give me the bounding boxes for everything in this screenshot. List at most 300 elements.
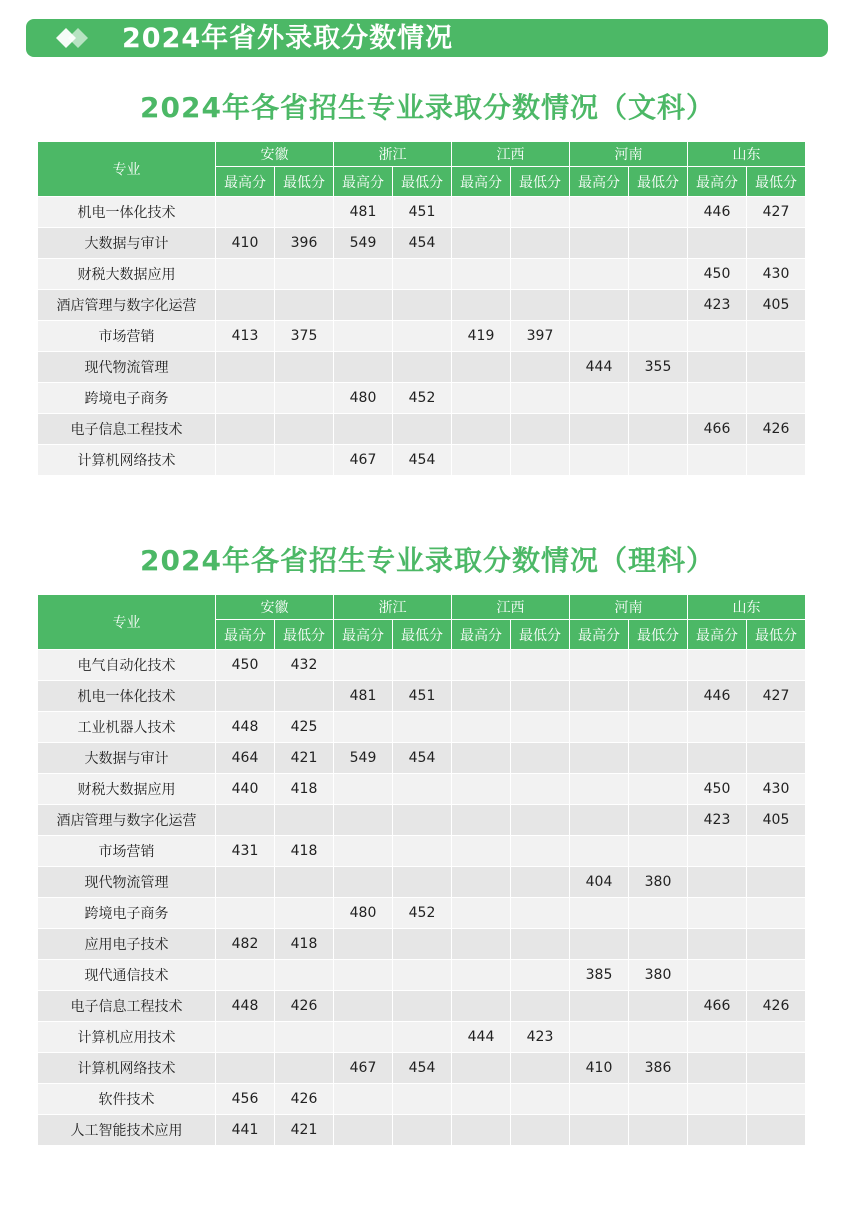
province-header-shandong: 山东 bbox=[688, 595, 806, 620]
max-score-cell bbox=[570, 991, 629, 1022]
province-header-anhui: 安徽 bbox=[216, 595, 334, 620]
min-score-cell bbox=[511, 712, 570, 743]
max-score-cell: 481 bbox=[334, 197, 393, 228]
province-header-jiangxi: 江西 bbox=[452, 595, 570, 620]
min-score-cell bbox=[629, 805, 688, 836]
table-row bbox=[38, 352, 806, 383]
min-score-cell bbox=[393, 259, 452, 290]
min-score-cell bbox=[393, 712, 452, 743]
major-cell: 机电一体化技术 bbox=[38, 197, 216, 228]
min-score-cell bbox=[275, 352, 334, 383]
major-cell: 跨境电子商务 bbox=[38, 383, 216, 414]
min-score-cell bbox=[393, 774, 452, 805]
min-score-cell bbox=[275, 960, 334, 991]
max-score-cell bbox=[570, 712, 629, 743]
max-score-cell bbox=[452, 898, 511, 929]
max-score-cell: 423 bbox=[688, 805, 747, 836]
max-score-cell bbox=[688, 836, 747, 867]
max-score-cell bbox=[334, 991, 393, 1022]
min-score-cell: 432 bbox=[275, 650, 334, 681]
major-cell: 现代通信技术 bbox=[38, 960, 216, 991]
major-cell: 大数据与审计 bbox=[38, 228, 216, 259]
min-score-cell bbox=[511, 1084, 570, 1115]
max-score-cell bbox=[570, 929, 629, 960]
min-score-cell bbox=[275, 805, 334, 836]
max-score-cell bbox=[334, 805, 393, 836]
min-score-cell: 380 bbox=[629, 960, 688, 991]
wenke-section-title: 2024年各省招生专业录取分数情况（文科） bbox=[140, 91, 715, 124]
min-score-cell bbox=[511, 743, 570, 774]
min-score-cell: 426 bbox=[747, 414, 806, 445]
max-score-cell bbox=[570, 743, 629, 774]
table-row bbox=[38, 445, 806, 476]
max-score-cell bbox=[688, 650, 747, 681]
major-cell: 电气自动化技术 bbox=[38, 650, 216, 681]
min-score-cell bbox=[393, 1022, 452, 1053]
max-score-cell bbox=[570, 321, 629, 352]
min-score-header: 最低分 bbox=[275, 620, 334, 650]
min-score-cell bbox=[511, 383, 570, 414]
major-cell: 应用电子技术 bbox=[38, 929, 216, 960]
table-row bbox=[38, 712, 806, 743]
max-score-cell bbox=[452, 743, 511, 774]
max-score-cell bbox=[570, 290, 629, 321]
major-cell: 市场营销 bbox=[38, 836, 216, 867]
major-cell: 计算机网络技术 bbox=[38, 445, 216, 476]
max-score-cell bbox=[570, 774, 629, 805]
major-cell: 电子信息工程技术 bbox=[38, 414, 216, 445]
min-score-cell: 454 bbox=[393, 743, 452, 774]
table-row bbox=[38, 383, 806, 414]
max-score-cell bbox=[570, 259, 629, 290]
min-score-cell bbox=[393, 991, 452, 1022]
max-score-cell bbox=[452, 836, 511, 867]
min-score-cell: 430 bbox=[747, 259, 806, 290]
table-row bbox=[38, 867, 806, 898]
max-score-cell bbox=[334, 867, 393, 898]
min-score-cell bbox=[747, 228, 806, 259]
min-score-header: 最低分 bbox=[629, 167, 688, 197]
max-score-cell bbox=[334, 352, 393, 383]
max-score-cell: 466 bbox=[688, 414, 747, 445]
max-score-cell: 450 bbox=[216, 650, 275, 681]
min-score-cell bbox=[275, 681, 334, 712]
min-score-cell: 421 bbox=[275, 743, 334, 774]
province-header-shandong: 山东 bbox=[688, 142, 806, 167]
min-score-cell bbox=[747, 445, 806, 476]
max-score-cell: 450 bbox=[688, 774, 747, 805]
max-score-cell bbox=[452, 650, 511, 681]
min-score-header: 最低分 bbox=[747, 620, 806, 650]
max-score-cell bbox=[334, 321, 393, 352]
min-score-cell bbox=[629, 1115, 688, 1146]
max-score-header: 最高分 bbox=[334, 620, 393, 650]
max-score-header: 最高分 bbox=[570, 620, 629, 650]
major-header: 专业 bbox=[38, 595, 216, 650]
max-score-cell bbox=[334, 414, 393, 445]
table-row bbox=[38, 290, 806, 321]
table-row bbox=[38, 960, 806, 991]
max-score-header: 最高分 bbox=[216, 620, 275, 650]
max-score-cell bbox=[570, 805, 629, 836]
min-score-cell: 451 bbox=[393, 197, 452, 228]
min-score-cell: 426 bbox=[275, 1084, 334, 1115]
max-score-cell bbox=[216, 1053, 275, 1084]
min-score-cell bbox=[747, 836, 806, 867]
max-score-cell bbox=[334, 960, 393, 991]
min-score-cell: 452 bbox=[393, 383, 452, 414]
max-score-cell bbox=[334, 1115, 393, 1146]
max-score-cell bbox=[452, 445, 511, 476]
min-score-cell bbox=[629, 197, 688, 228]
min-score-cell: 380 bbox=[629, 867, 688, 898]
max-score-cell bbox=[216, 414, 275, 445]
table-row bbox=[38, 414, 806, 445]
min-score-cell bbox=[629, 929, 688, 960]
min-score-cell bbox=[511, 290, 570, 321]
min-score-cell bbox=[629, 414, 688, 445]
min-score-cell bbox=[393, 414, 452, 445]
min-score-cell bbox=[629, 1022, 688, 1053]
max-score-cell bbox=[688, 867, 747, 898]
max-score-cell bbox=[452, 290, 511, 321]
max-score-cell bbox=[452, 867, 511, 898]
max-score-cell bbox=[688, 1084, 747, 1115]
max-score-cell: 480 bbox=[334, 383, 393, 414]
max-score-cell: 448 bbox=[216, 991, 275, 1022]
max-score-cell bbox=[688, 228, 747, 259]
min-score-cell: 418 bbox=[275, 929, 334, 960]
min-score-cell bbox=[511, 929, 570, 960]
min-score-cell: 425 bbox=[275, 712, 334, 743]
min-score-cell bbox=[747, 1084, 806, 1115]
min-score-cell bbox=[511, 414, 570, 445]
max-score-header: 最高分 bbox=[452, 620, 511, 650]
min-score-cell bbox=[629, 383, 688, 414]
max-score-cell: 419 bbox=[452, 321, 511, 352]
province-header-henan: 河南 bbox=[570, 142, 688, 167]
min-score-cell bbox=[511, 805, 570, 836]
max-score-cell bbox=[452, 681, 511, 712]
min-score-cell bbox=[747, 867, 806, 898]
major-cell: 财税大数据应用 bbox=[38, 774, 216, 805]
max-score-cell bbox=[570, 650, 629, 681]
min-score-cell bbox=[629, 743, 688, 774]
max-score-cell bbox=[570, 445, 629, 476]
max-score-header: 最高分 bbox=[334, 167, 393, 197]
min-score-cell bbox=[747, 1022, 806, 1053]
min-score-cell: 405 bbox=[747, 290, 806, 321]
max-score-cell: 481 bbox=[334, 681, 393, 712]
max-score-cell: 431 bbox=[216, 836, 275, 867]
max-score-cell bbox=[452, 960, 511, 991]
min-score-cell bbox=[629, 321, 688, 352]
min-score-cell: 426 bbox=[275, 991, 334, 1022]
max-score-cell: 410 bbox=[216, 228, 275, 259]
max-score-cell bbox=[570, 383, 629, 414]
province-header-jiangxi: 江西 bbox=[452, 142, 570, 167]
min-score-cell bbox=[629, 1084, 688, 1115]
max-score-cell bbox=[452, 383, 511, 414]
min-score-cell bbox=[629, 290, 688, 321]
max-score-cell: 423 bbox=[688, 290, 747, 321]
max-score-cell bbox=[688, 712, 747, 743]
max-score-header: 最高分 bbox=[452, 167, 511, 197]
max-score-header: 最高分 bbox=[570, 167, 629, 197]
max-score-cell: 467 bbox=[334, 1053, 393, 1084]
province-header-zhejiang: 浙江 bbox=[334, 595, 452, 620]
min-score-cell bbox=[747, 929, 806, 960]
table-row bbox=[38, 898, 806, 929]
max-score-cell bbox=[216, 1022, 275, 1053]
max-score-cell bbox=[334, 1084, 393, 1115]
min-score-cell: 454 bbox=[393, 445, 452, 476]
max-score-cell: 450 bbox=[688, 259, 747, 290]
max-score-cell bbox=[452, 1115, 511, 1146]
table-row bbox=[38, 991, 806, 1022]
max-score-cell: 444 bbox=[452, 1022, 511, 1053]
max-score-cell: 440 bbox=[216, 774, 275, 805]
min-score-cell bbox=[511, 259, 570, 290]
max-score-cell bbox=[688, 1115, 747, 1146]
max-score-cell: 549 bbox=[334, 228, 393, 259]
table-row bbox=[38, 805, 806, 836]
table-row bbox=[38, 1022, 806, 1053]
province-header-anhui: 安徽 bbox=[216, 142, 334, 167]
min-score-cell bbox=[747, 743, 806, 774]
max-score-cell bbox=[216, 867, 275, 898]
min-score-header: 最低分 bbox=[275, 167, 334, 197]
max-score-cell bbox=[688, 1022, 747, 1053]
min-score-cell bbox=[511, 228, 570, 259]
min-score-cell bbox=[275, 445, 334, 476]
max-score-cell bbox=[216, 383, 275, 414]
major-cell: 跨境电子商务 bbox=[38, 898, 216, 929]
min-score-cell: 454 bbox=[393, 1053, 452, 1084]
min-score-cell bbox=[511, 867, 570, 898]
min-score-cell bbox=[393, 805, 452, 836]
max-score-cell bbox=[452, 352, 511, 383]
min-score-cell: 427 bbox=[747, 681, 806, 712]
table-row bbox=[38, 259, 806, 290]
min-score-cell bbox=[393, 836, 452, 867]
like-section-title: 2024年各省招生专业录取分数情况（理科） bbox=[140, 544, 715, 577]
max-score-cell: 448 bbox=[216, 712, 275, 743]
major-header: 专业 bbox=[38, 142, 216, 197]
double-diamond-icon bbox=[56, 26, 96, 50]
table-row bbox=[38, 1115, 806, 1146]
min-score-cell: 397 bbox=[511, 321, 570, 352]
min-score-cell bbox=[275, 1053, 334, 1084]
min-score-cell bbox=[393, 1115, 452, 1146]
max-score-header: 最高分 bbox=[216, 167, 275, 197]
min-score-cell bbox=[511, 960, 570, 991]
max-score-cell: 410 bbox=[570, 1053, 629, 1084]
table-row bbox=[38, 228, 806, 259]
max-score-cell bbox=[688, 898, 747, 929]
major-cell: 市场营销 bbox=[38, 321, 216, 352]
major-cell: 电子信息工程技术 bbox=[38, 991, 216, 1022]
max-score-cell bbox=[334, 712, 393, 743]
max-score-cell bbox=[216, 898, 275, 929]
min-score-cell bbox=[275, 197, 334, 228]
max-score-cell: 549 bbox=[334, 743, 393, 774]
max-score-cell bbox=[216, 805, 275, 836]
major-cell: 财税大数据应用 bbox=[38, 259, 216, 290]
table-row bbox=[38, 836, 806, 867]
max-score-cell bbox=[688, 1053, 747, 1084]
table-row bbox=[38, 1053, 806, 1084]
min-score-cell bbox=[747, 352, 806, 383]
max-score-cell bbox=[216, 290, 275, 321]
max-score-cell: 413 bbox=[216, 321, 275, 352]
min-score-cell bbox=[629, 681, 688, 712]
min-score-cell bbox=[511, 197, 570, 228]
table-row bbox=[38, 321, 806, 352]
max-score-cell bbox=[688, 321, 747, 352]
max-score-cell bbox=[688, 960, 747, 991]
min-score-cell bbox=[275, 259, 334, 290]
max-score-cell bbox=[452, 991, 511, 1022]
max-score-cell bbox=[688, 445, 747, 476]
max-score-cell bbox=[452, 414, 511, 445]
page-banner bbox=[26, 19, 828, 57]
province-header-zhejiang: 浙江 bbox=[334, 142, 452, 167]
min-score-cell: 426 bbox=[747, 991, 806, 1022]
min-score-cell bbox=[511, 445, 570, 476]
min-score-cell bbox=[393, 321, 452, 352]
max-score-cell bbox=[570, 1022, 629, 1053]
min-score-cell bbox=[511, 898, 570, 929]
max-score-cell bbox=[688, 383, 747, 414]
max-score-cell bbox=[688, 743, 747, 774]
min-score-cell bbox=[511, 650, 570, 681]
min-score-cell bbox=[511, 352, 570, 383]
min-score-cell: 430 bbox=[747, 774, 806, 805]
max-score-cell bbox=[452, 259, 511, 290]
max-score-cell: 456 bbox=[216, 1084, 275, 1115]
table-row bbox=[38, 197, 806, 228]
max-score-cell bbox=[334, 929, 393, 960]
max-score-header: 最高分 bbox=[688, 167, 747, 197]
min-score-cell bbox=[747, 960, 806, 991]
min-score-cell: 427 bbox=[747, 197, 806, 228]
major-cell: 机电一体化技术 bbox=[38, 681, 216, 712]
max-score-cell bbox=[334, 1022, 393, 1053]
max-score-cell: 482 bbox=[216, 929, 275, 960]
max-score-cell bbox=[334, 290, 393, 321]
max-score-cell bbox=[452, 805, 511, 836]
max-score-cell: 385 bbox=[570, 960, 629, 991]
max-score-cell: 404 bbox=[570, 867, 629, 898]
min-score-cell bbox=[747, 898, 806, 929]
table-row bbox=[38, 650, 806, 681]
max-score-cell bbox=[334, 650, 393, 681]
max-score-cell bbox=[570, 836, 629, 867]
min-score-cell: 418 bbox=[275, 836, 334, 867]
min-score-cell: 355 bbox=[629, 352, 688, 383]
min-score-cell: 405 bbox=[747, 805, 806, 836]
major-cell: 工业机器人技术 bbox=[38, 712, 216, 743]
min-score-cell: 454 bbox=[393, 228, 452, 259]
max-score-header: 最高分 bbox=[688, 620, 747, 650]
min-score-cell: 451 bbox=[393, 681, 452, 712]
max-score-cell: 466 bbox=[688, 991, 747, 1022]
max-score-cell bbox=[216, 259, 275, 290]
wenke-score-table bbox=[37, 141, 806, 476]
min-score-header: 最低分 bbox=[393, 167, 452, 197]
major-cell: 现代物流管理 bbox=[38, 352, 216, 383]
min-score-cell bbox=[747, 1115, 806, 1146]
max-score-cell bbox=[216, 197, 275, 228]
major-cell: 大数据与审计 bbox=[38, 743, 216, 774]
min-score-cell bbox=[629, 712, 688, 743]
min-score-cell bbox=[393, 650, 452, 681]
min-score-cell bbox=[393, 929, 452, 960]
min-score-cell bbox=[275, 1022, 334, 1053]
max-score-cell bbox=[688, 352, 747, 383]
min-score-header: 最低分 bbox=[511, 167, 570, 197]
min-score-cell bbox=[511, 681, 570, 712]
max-score-cell bbox=[452, 197, 511, 228]
min-score-cell bbox=[747, 650, 806, 681]
min-score-cell bbox=[275, 290, 334, 321]
min-score-cell bbox=[629, 228, 688, 259]
max-score-cell bbox=[452, 712, 511, 743]
min-score-cell bbox=[511, 774, 570, 805]
max-score-cell bbox=[452, 774, 511, 805]
min-score-cell bbox=[747, 1053, 806, 1084]
min-score-cell: 386 bbox=[629, 1053, 688, 1084]
min-score-cell: 421 bbox=[275, 1115, 334, 1146]
min-score-cell bbox=[629, 259, 688, 290]
min-score-cell bbox=[393, 867, 452, 898]
min-score-cell bbox=[275, 383, 334, 414]
major-cell: 计算机应用技术 bbox=[38, 1022, 216, 1053]
like-score-table bbox=[37, 594, 806, 1146]
min-score-cell bbox=[511, 836, 570, 867]
table-row bbox=[38, 1084, 806, 1115]
max-score-cell bbox=[452, 228, 511, 259]
min-score-cell bbox=[511, 1053, 570, 1084]
max-score-cell bbox=[334, 836, 393, 867]
table-row bbox=[38, 929, 806, 960]
min-score-cell bbox=[393, 352, 452, 383]
max-score-cell bbox=[570, 197, 629, 228]
min-score-cell: 418 bbox=[275, 774, 334, 805]
max-score-cell bbox=[688, 929, 747, 960]
min-score-cell: 396 bbox=[275, 228, 334, 259]
max-score-cell bbox=[570, 898, 629, 929]
major-cell: 软件技术 bbox=[38, 1084, 216, 1115]
max-score-cell bbox=[570, 681, 629, 712]
max-score-cell bbox=[216, 352, 275, 383]
min-score-cell: 423 bbox=[511, 1022, 570, 1053]
min-score-cell bbox=[629, 898, 688, 929]
max-score-cell bbox=[334, 259, 393, 290]
major-cell: 现代物流管理 bbox=[38, 867, 216, 898]
min-score-cell bbox=[629, 836, 688, 867]
banner-title: 2024年省外录取分数情况 bbox=[122, 23, 454, 54]
max-score-cell bbox=[570, 228, 629, 259]
min-score-header: 最低分 bbox=[629, 620, 688, 650]
major-cell: 计算机网络技术 bbox=[38, 1053, 216, 1084]
table-row bbox=[38, 774, 806, 805]
min-score-cell bbox=[275, 867, 334, 898]
max-score-cell bbox=[452, 1084, 511, 1115]
max-score-cell: 467 bbox=[334, 445, 393, 476]
min-score-cell bbox=[747, 712, 806, 743]
